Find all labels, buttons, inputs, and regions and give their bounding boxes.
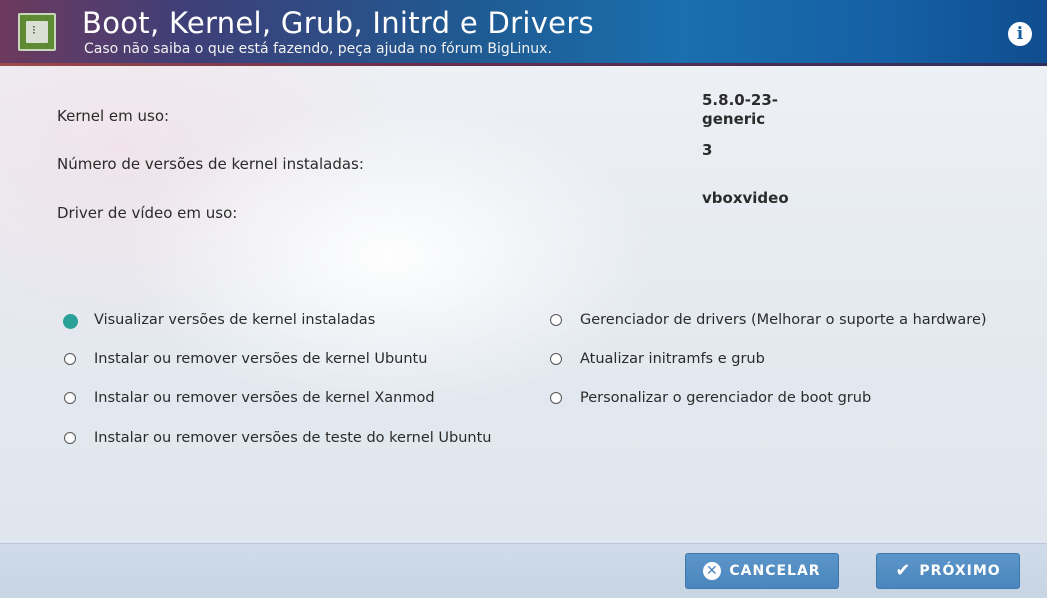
next-button-label: PRÓXIMO xyxy=(919,563,1001,579)
option-xanmod-kernel[interactable]: Instalar ou remover versões de kernel Xanmod xyxy=(94,390,435,406)
main-content xyxy=(0,66,1047,543)
driver-value: vboxvideo xyxy=(702,189,789,207)
next-button[interactable] xyxy=(876,553,1020,589)
close-icon: ✕ xyxy=(703,562,721,580)
radio-customize-grub[interactable] xyxy=(550,392,562,404)
versions-label: Número de versões de kernel instaladas: xyxy=(57,155,364,173)
option-view-kernels[interactable]: Visualizar versões de kernel instaladas xyxy=(94,312,376,328)
app-icon: ⁝ xyxy=(18,13,56,51)
footer-bar xyxy=(0,543,1047,598)
radio-driver-manager[interactable] xyxy=(550,314,562,326)
driver-label: Driver de vídeo em uso: xyxy=(57,204,238,222)
option-update-initramfs[interactable]: Atualizar initramfs e grub xyxy=(580,351,765,367)
cancel-button-label: CANCELAR xyxy=(729,563,821,579)
radio-xanmod-kernel[interactable] xyxy=(64,392,76,404)
radio-view-kernels[interactable] xyxy=(63,314,78,329)
info-icon[interactable]: i xyxy=(1008,22,1032,46)
versions-value: 3 xyxy=(702,141,713,159)
checkmark-icon: ✔ xyxy=(895,560,912,581)
option-customize-grub[interactable]: Personalizar o gerenciador de boot grub xyxy=(580,390,872,406)
header-banner xyxy=(0,0,1047,66)
kernel-label: Kernel em uso: xyxy=(57,107,170,125)
kernel-value: 5.8.0-23-generic xyxy=(702,91,779,128)
option-test-kernel[interactable]: Instalar ou remover versões de teste do kernel Ubuntu xyxy=(94,430,492,446)
radio-ubuntu-kernel[interactable] xyxy=(64,353,76,365)
radio-test-kernel[interactable] xyxy=(64,432,76,444)
radio-update-initramfs[interactable] xyxy=(550,353,562,365)
cancel-button[interactable] xyxy=(685,553,839,589)
page-subtitle: Caso não saiba o que está fazendo, peça ajuda no fórum BigLinux. xyxy=(84,41,552,57)
option-ubuntu-kernel[interactable]: Instalar ou remover versões de kernel Ubuntu xyxy=(94,351,428,367)
page-title: Boot, Kernel, Grub, Initrd e Drivers xyxy=(82,6,594,40)
option-driver-manager[interactable]: Gerenciador de drivers (Melhorar o suporte a hardware) xyxy=(580,312,987,328)
